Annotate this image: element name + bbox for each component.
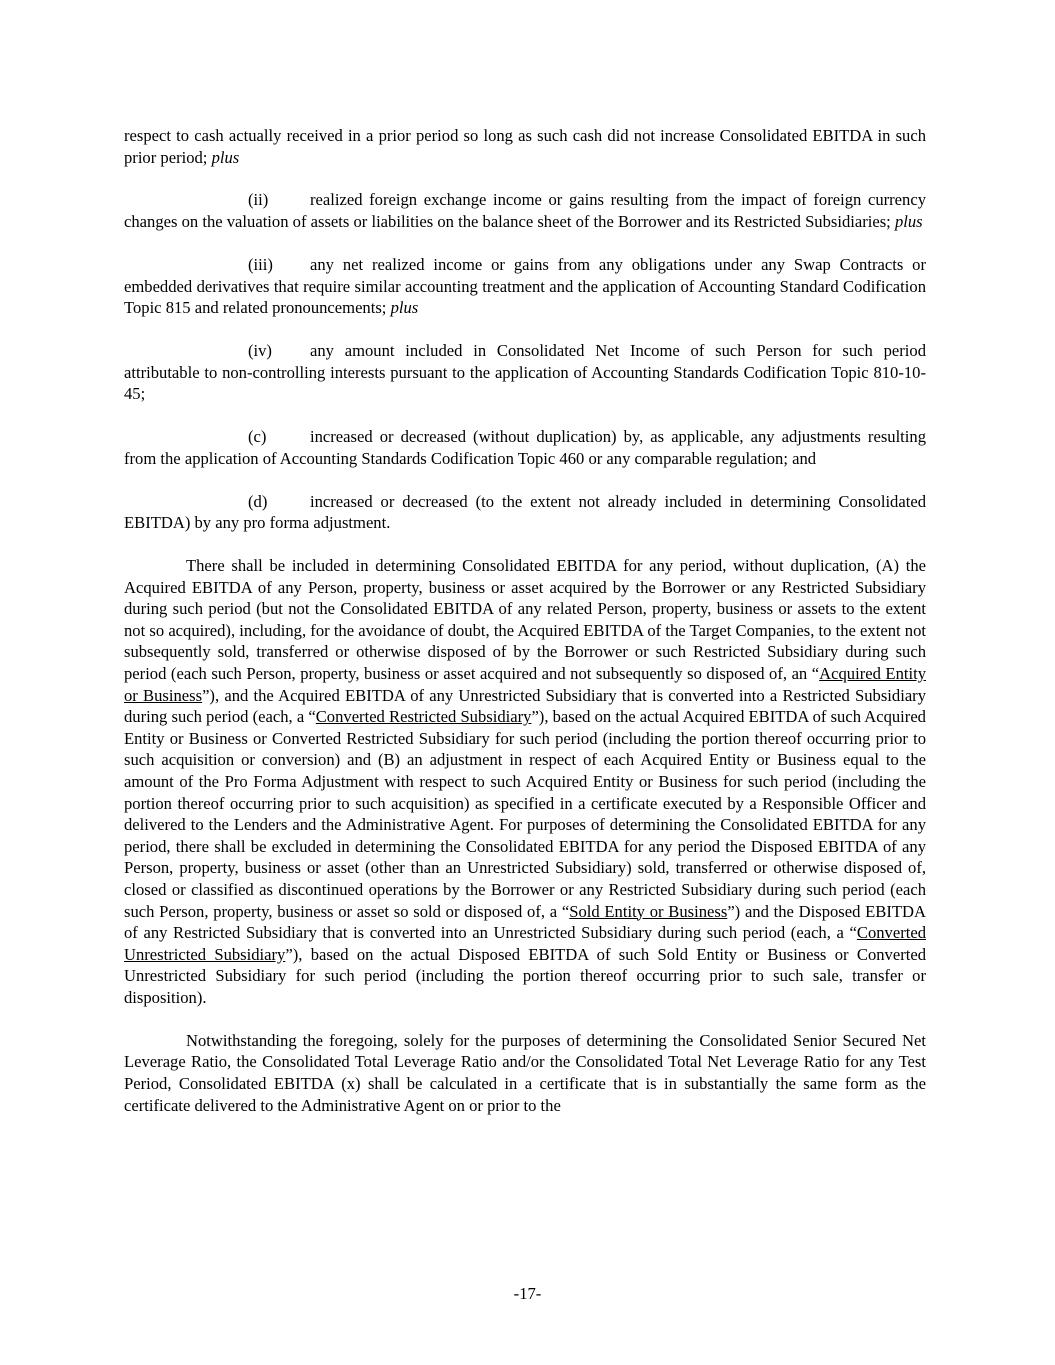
paragraph-text: respect to cash actually received in a prior period so long as such cash did not increase Consolidated EBITDA in such prior period; (124, 126, 926, 167)
clause-text: any amount included in Consolidated Net Income of such Person for such period attributable to non-controlling interests pursuant to the application of Accounting Standards Codification Topic 810-10-45; (124, 341, 926, 404)
paragraph-text: ”) and the Disposed EBITDA of any Restricted Subsidiary that is converted into an Unrestricted Subsidiary during such period (each, a “ (124, 901, 926, 943)
paragraph-text: There shall be included in determining Consolidated EBITDA for any period, without duplication, (A) the Acquired EBITDA of any Person, property, business or asset acquired by the Borrower or any Restricted Subsidiary during such period (but not the Consolidated EBITDA of any related Person, property, business or assets to the extent not so acquired), including, for the avoidance of doubt, the Acquired EBITDA of the Target Companies, to the extent not subsequently sold, transferred or otherwise disposed of by the Borrower or such Restricted Subsidiary during such period (each such Person, property, business or asset acquired and not subsequently so disposed of, an “ (124, 556, 926, 684)
defined-term-converted-restricted: Converted Restricted Subsidiary (315, 707, 532, 727)
clause-trail: plus (390, 298, 419, 318)
clause-number: (c) (248, 427, 267, 447)
paragraph-text: Notwithstanding the foregoing, solely for the purposes of determining the Consolidated Senior Secured Net Leverage Ratio, the Consolidated Total Leverage Ratio and/or the Consolidated Total Net Leverage Ratio for any Test Period, Consolidated EBITDA (x) shall be calculated in a certificate that is in substantially the same form as the certificate delivered to the Administrative Agent on or prior to the (124, 1030, 926, 1115)
clause-iv (124, 340, 926, 405)
clause-c (124, 426, 926, 469)
clause-text: any net realized income or gains from any obligations under any Swap Contracts or embedded derivatives that require similar accounting treatment and the application of Accounting Standard Codification Topic 815 and related pronouncements; (124, 254, 926, 318)
clause-d (124, 491, 926, 534)
clause-number: (d) (248, 491, 268, 511)
page-number: -17- (513, 1284, 542, 1303)
defined-term-acquired-entity: Acquired Entity or Business (124, 664, 926, 705)
paragraph-text: ”), based on the actual Disposed EBITDA of such Sold Entity or Business or Converted Unrestricted Subsidiary for such period (including the portion thereof occurring prior to such sale, transfer or disposition). (124, 944, 926, 1007)
clause-number: (iv) (248, 341, 272, 361)
document-page (124, 125, 926, 1138)
paragraph-trail: plus (211, 147, 240, 167)
clause-text: increased or decreased (without duplication) by, as applicable, any adjustments resulting from the application of Accounting Standards Codification Topic 460 or any comparable regulation; and (124, 427, 926, 468)
paragraph-inclusion (124, 555, 926, 1008)
clause-text: increased or decreased (to the extent not already included in determining Consolidated EBITDA) by any pro forma adjustment. (124, 491, 926, 533)
clause-text: realized foreign exchange income or gains resulting from the impact of foreign currency changes on the valuation of assets or liabilities on the balance sheet of the Borrower and its Restricted Subsidiaries; (124, 190, 926, 232)
paragraph-text: ”), and the Acquired EBITDA of any Unrestricted Subsidiary that is converted into a Restricted Subsidiary during such period (each, a “ (124, 685, 927, 727)
clause-number: (iii) (248, 254, 273, 274)
clause-iii (124, 254, 926, 319)
clause-ii (124, 189, 926, 232)
paragraph-continuation (124, 125, 926, 168)
defined-term-sold-entity: Sold Entity or Business (569, 901, 728, 921)
paragraph-text: ”), based on the actual Acquired EBITDA of such Acquired Entity or Business or Converted Restricted Subsidiary for such period (including the portion thereof occurring prior to such acquisition or conversion) and (B) an adjustment in respect of each Acquired Entity or Business equal to the amount of the Pro Forma Adjustment with respect to such Acquired Entity or Business for such period (including the portion thereof occurring prior to such acquisition) as specified in a certificate executed by a Responsible Officer and delivered to the Lenders and the Administrative Agent. For purposes of determining the Consolidated EBITDA for any period, there shall be excluded in determining the Consolidated EBITDA for any period the Disposed EBITDA of any Person, property, business or asset (other than an Unrestricted Subsidiary) sold, transferred or otherwise disposed of, closed or classified as discontinued operations by the Borrower or any Restricted Subsidiary during such period (each such Person, property, business or asset so sold or disposed of, a “ (124, 707, 926, 921)
clause-trail: plus (894, 212, 923, 232)
paragraph-notwithstanding (124, 1030, 926, 1116)
clause-number: (ii) (248, 190, 269, 210)
defined-term-converted-unrestricted: Converted Unrestricted Subsidiary (124, 923, 926, 964)
